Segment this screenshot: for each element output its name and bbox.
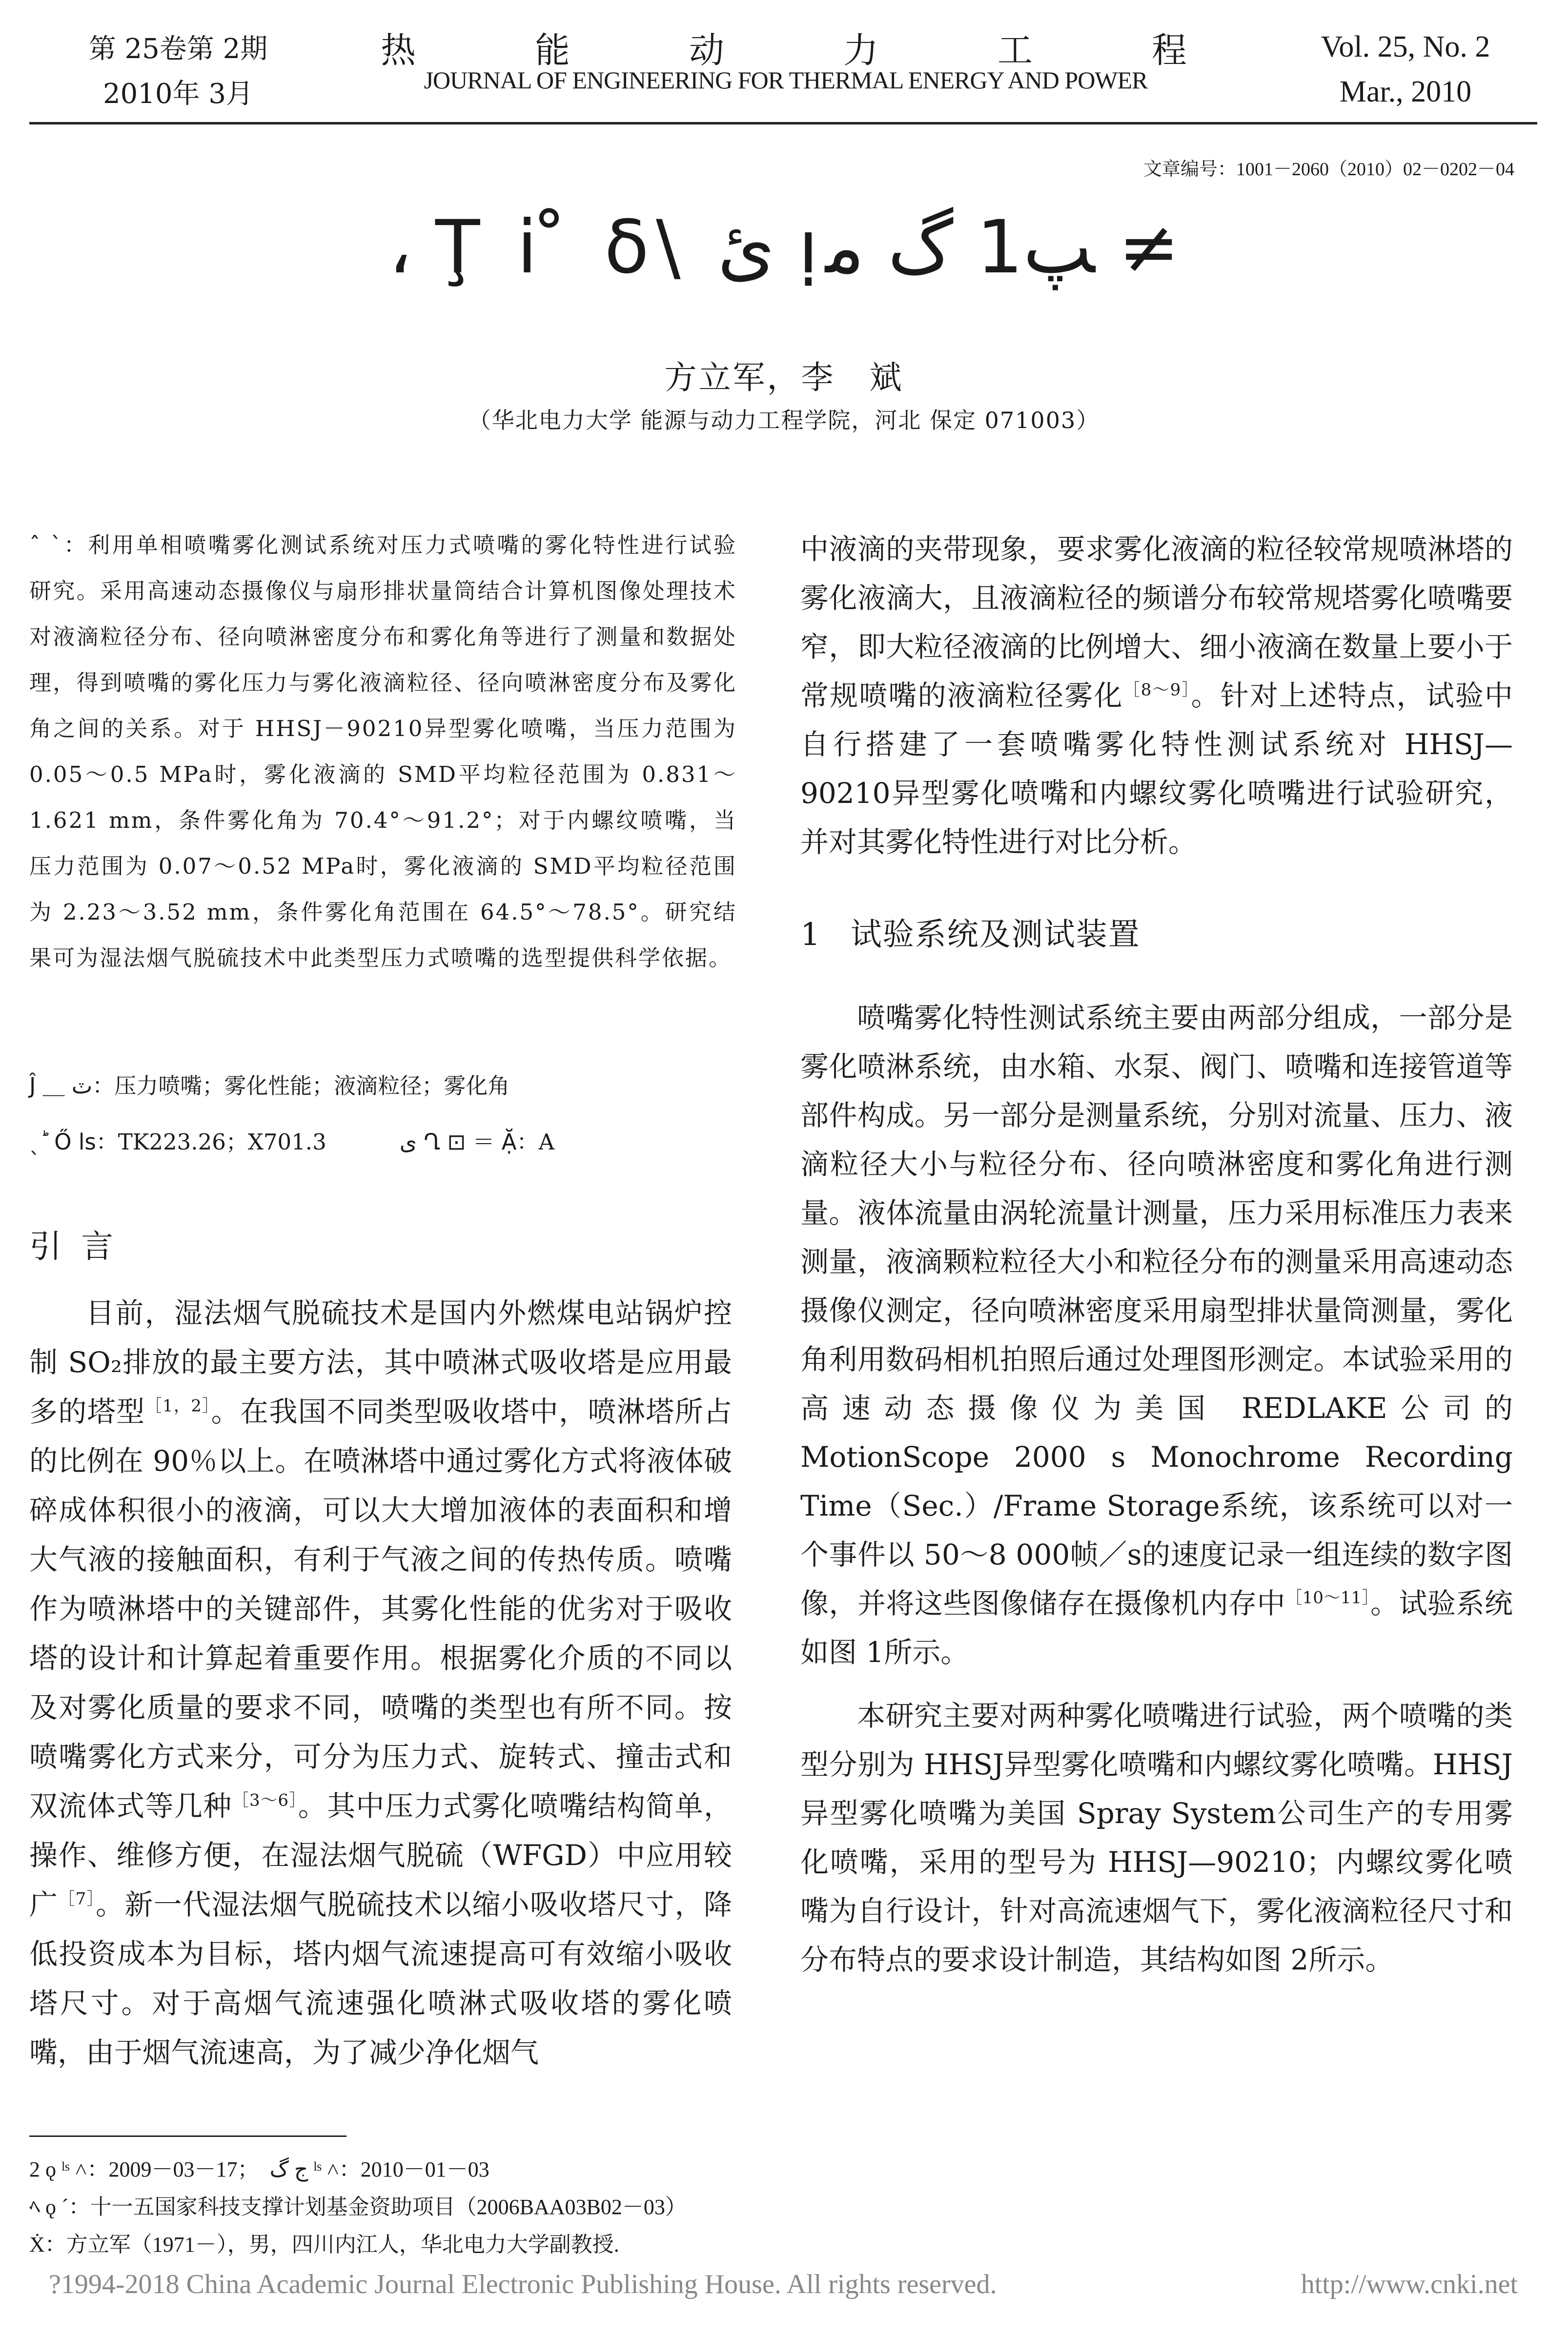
clc-label: ˎ ؕ Ő ls：	[29, 1129, 118, 1155]
footnote-received: 2 ǫ ˡˢ ˄：2009－03－17； ﺝ گ ˡˢ ˄：2010－01－03	[29, 2157, 489, 2181]
classification	[29, 1128, 737, 1157]
section-title: 试验系统及测试装置	[850, 917, 1140, 953]
date-en: Mar., 2010	[1339, 75, 1472, 108]
doc-code-label: ى Ղ ⊡ ＝ Ặ：	[399, 1129, 539, 1155]
journal-char: 动	[689, 30, 728, 71]
doc-code-text: A	[538, 1129, 555, 1155]
journal-char: 工	[997, 30, 1037, 71]
abstract	[29, 522, 737, 981]
intro-continuation	[800, 525, 1513, 866]
citation: ［7］	[58, 1889, 96, 1909]
affiliation: （华北电力大学 能源与动力工程学院，河北 保定 071003）	[468, 407, 1100, 433]
abstract-label: ˆ ˋ：	[29, 532, 88, 558]
right-column	[800, 525, 1513, 1984]
cnki-link[interactable]: http://www.cnki.net	[1301, 2269, 1518, 2299]
journal-title-en: JOURNAL OF ENGINEERING FOR THERMAL ENERGY AND POWER	[424, 66, 1148, 94]
keywords-label: Ĵ ＿ ٽ：	[29, 1073, 115, 1099]
volume-cn: 第 25卷第 2期	[88, 33, 268, 65]
text-run: 。试验系统如图 1所示。	[800, 1587, 1513, 1669]
footnote-author-bio: Ẋ：方立军（1971－），男，四川内江人，华北电力大学副教授.	[29, 2233, 619, 2257]
intro-paragraph	[29, 1289, 732, 2077]
citation: ［3～6］	[232, 1790, 298, 1810]
text-run: 。其中压力式雾化喷嘴结构简单，操作、维修方便，在湿法烟气脱硫（WFGD）中应用较广	[29, 1789, 732, 1921]
journal-title-cn	[381, 22, 1191, 73]
left-column	[29, 1289, 732, 2077]
text-run: 目前，湿法烟气脱硫技术是国内外燃煤电站锅炉控制 SO₂排放的最主要方法，其中喷淋式吸收塔是应用最多的塔型	[29, 1296, 732, 1428]
journal-char: 力	[843, 30, 882, 71]
copyright-line	[49, 2269, 1518, 2300]
journal-char: 能	[534, 30, 574, 71]
text-run: 中液滴的夹带现象，要求雾化液滴的粒径较常规喷淋塔的雾化液滴大，且液滴粒径的频谱分布较常规塔雾化喷嘴要窄，即大粒径液滴的比例增大、细小液滴在数量上要小于常规喷嘴的液滴粒径雾化	[800, 533, 1513, 712]
citation: ［10～11］	[1285, 1588, 1371, 1608]
paper-title: ، Ţ i ̊ δ\ ﺉ ı̣ﭗ1 گ ﻣ ≠	[388, 205, 1180, 290]
authors: 方立军，李 斌	[664, 359, 904, 396]
copyright-text: ?1994-2018 China Academic Journal Electronic Publishing House. All rights reserved.	[49, 2269, 997, 2299]
keywords-text: 压力喷嘴；雾化性能；液滴粒径；雾化角	[114, 1073, 510, 1099]
journal-char: 热	[381, 30, 420, 71]
text-run: 。新一代湿法烟气脱硫技术以缩小吸收塔尺寸，降低投资成本为目标，塔内烟气流速提高可有效缩小吸收塔尺寸。对于高烟气流速强化喷淋式吸收塔的雾化喷嘴，由于烟气流速高，为了减少净化烟气	[29, 1888, 732, 2069]
citation: ［8～9］	[1123, 680, 1191, 700]
text-run: 喷嘴雾化特性测试系统主要由两部分组成，一部分是雾化喷淋系统，由水箱、水泵、阀门、喷嘴和连接管道等部件构成。另一部分是测量系统，分别对流量、压力、液滴粒径大小与粒径分布、径向喷淋密度和雾化角进行测量。液体流量由涡轮流量计测量，压力采用标准压力表来测量，液滴颗粒粒径大小和粒径分布的测量采用高速动态摄像仪测定，径向喷淋密度采用扇型排状量筒测量，雾化角利用数码相机拍照后通过处理图形测定。本试验采用的高速动态摄像仪为美国 REDLAKE公司的 MotionScope 2000 s Monochrome Recording Time（Sec.）/Frame Storage系统，该系统可以对一个事件以 50～8 000帧／s的速度记录一组连续的数字图像，并将这些图像储存在摄像机内存中	[800, 1001, 1513, 1620]
article-number: 文章编号：1001－2060（2010）02－0202－04	[1143, 159, 1514, 180]
header-divider	[29, 122, 1537, 124]
text-run: 。针对上述特点，试验中自行搭建了一套喷嘴雾化特性测试系统对 HHSJ—90210异型雾化喷嘴和内螺纹雾化喷嘴进行试验研究，并对其雾化特性进行对比分析。	[800, 679, 1513, 859]
issue-info-en	[1298, 24, 1513, 114]
abstract-text: 利用单相喷嘴雾化测试系统对压力式喷嘴的雾化特性进行试验研究。采用高速动态摄像仪与扇形排状量筒结合计算机图像处理技术对液滴粒径分布、径向喷淋密度分布和雾化角等进行了测量和数据处理，得到喷嘴的雾化压力与雾化液滴粒径、径向喷淋密度分布及雾化角之间的关系。对于 HHSJ－90210异型雾化喷嘴，当压力范围为 0.05～0.5 MPa时，雾化液滴的 SMD平均粒径范围为 0.831～1.621 mm，条件雾化角为 70.4°～91.2°；对于内螺纹喷嘴，当压力范围为 0.07～0.52 MPa时，雾化液滴的 SMD平均粒径范围为 2.23～3.52 mm，条件雾化角范围在 64.5°～78.5°。研究结果可为湿法烟气脱硫技术中此类型压力式喷嘴的选型提供科学依据。	[29, 532, 737, 971]
clc-text: TK223.26；X701.3	[118, 1129, 326, 1155]
body-paragraph	[800, 993, 1513, 1677]
keywords	[29, 1071, 737, 1101]
intro-heading: 引言	[29, 1228, 133, 1265]
body-paragraph: 本研究主要对两种雾化喷嘴进行试验，两个喷嘴的类型分别为 HHSJ异型雾化喷嘴和内螺纹雾化喷嘴。HHSJ异型雾化喷嘴为美国 Spray System公司生产的专用雾化喷嘴，采用的型号为 HHSJ—90210；内螺纹雾化喷嘴为自行设计，针对高流速烟气下，雾化液滴粒径尺寸和分布特点的要求设计制造，其结构如图 2所示。	[800, 1699, 1513, 1976]
footnote-divider	[29, 2135, 346, 2137]
journal-char: 程	[1151, 30, 1191, 71]
footnote-fund: ﾍ ǫ ˊ：十一五国家科技支撑计划基金资助项目（2006BAA03B02－03）	[29, 2195, 687, 2219]
citation: ［1，2］	[145, 1396, 211, 1416]
section-1-heading	[800, 910, 1513, 959]
text-run: 。在我国不同类型吸收塔中，喷淋塔所占的比例在 90％以上。在喷淋塔中通过雾化方式将液体破碎成体积很小的液滴，可以大大增加液体的表面积和增大气液的接触面积，有利于气液之间的传热传质。喷嘴作为喷淋塔中的关键部件，其雾化性能的优劣对于吸收塔的设计和计算起着重要作用。根据雾化介质的不同以及对雾化质量的要求不同，喷嘴的类型也有所不同。按喷嘴雾化方式来分，可分为压力式、旋转式、撞击式和双流体式等几种	[29, 1395, 732, 1823]
section-number: 1	[800, 917, 821, 953]
date-cn: 2010年 3月	[103, 78, 253, 110]
issue-info-cn	[63, 27, 293, 117]
volume-en: Vol. 25, No. 2	[1321, 30, 1490, 63]
